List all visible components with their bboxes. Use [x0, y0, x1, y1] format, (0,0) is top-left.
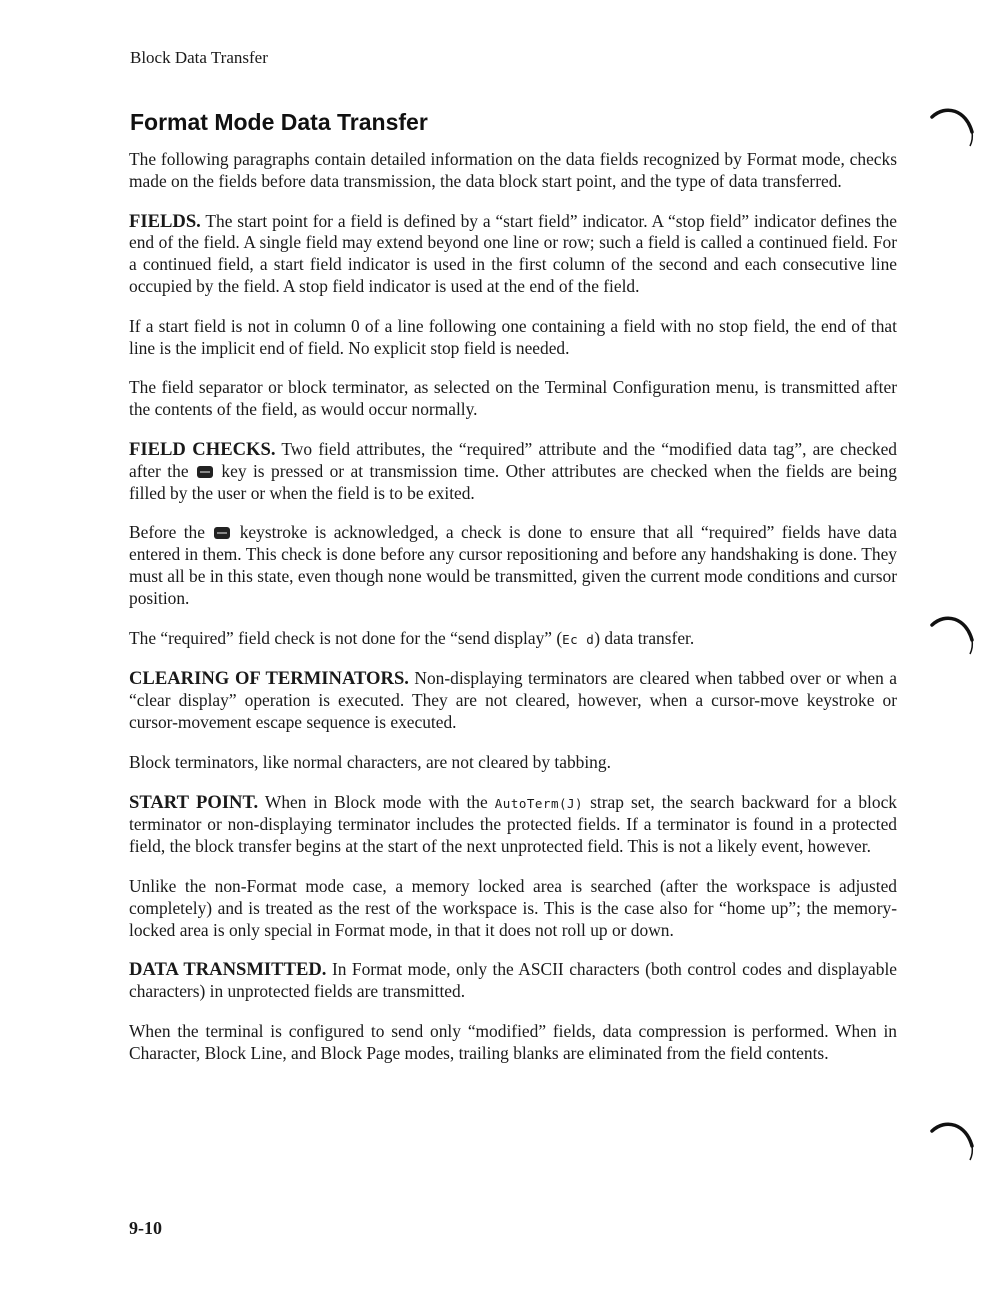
start-text-a: When in Block mode with the: [258, 791, 495, 812]
start-point-lead: START POINT.: [129, 791, 259, 813]
start-text-b: strap set, the search backward for a block terminator or non-displaying terminator includes the protected fields. If a terminator is found in a protected field, the block transfer begins at the start of the next unprotected field. This is not a likely event, however.: [129, 791, 898, 857]
start-point-paragraph: [129, 792, 897, 858]
field-separator-paragraph: The field separator or block terminator, as selected on the Terminal Configuration menu, is transmitted after the contents of the field, as would occur normally.: [129, 377, 897, 420]
binder-ring-mark-icon: [928, 1114, 978, 1164]
required-check-paragraph: [129, 628, 897, 651]
keystroke-check-paragraph: [129, 522, 897, 609]
binder-ring-mark-icon: [928, 608, 978, 658]
clearing-text: Non-displaying terminators are cleared when tabbed over or when a “clear display” operation is executed. They are not cleared, however, when a cursor-move keystroke or cursor-movement escape sequence is executed.: [129, 668, 897, 732]
fields-text: The start point for a field is defined by a “start field” indicator. A “stop field” indicator defines the end of the field. A single field may extend beyond one line or row; such a field is called a continued field. For a continued field, a start field indicator is used in the first column of the second and each consecutive line occupied by the field. A stop field indicator is used at the end of the field.: [129, 210, 897, 296]
intro-paragraph: The following paragraphs contain detailed information on the data fields recognized by Format mode, checks made on the fields before data transmission, the data block start point, and the type of data transferred.: [129, 149, 897, 191]
enter-key-icon: [197, 466, 213, 478]
data-transmitted-text: In Format mode, only the ASCII characters (both control codes and displayable characters) in unprotected fields are transmitted.: [129, 959, 897, 1002]
send-display-escape: Ec d: [562, 631, 595, 647]
block-terminators-paragraph: Block terminators, like normal characters, are not cleared by tabbing.: [129, 751, 611, 772]
data-transmitted-lead: DATA TRANSMITTED.: [129, 959, 327, 981]
binder-ring-mark-icon: [928, 100, 978, 150]
field-checks-lead: FIELD CHECKS.: [129, 438, 276, 460]
keystroke-check-text-a: Before the: [129, 522, 213, 543]
data-transmitted-paragraph: [129, 959, 897, 1003]
clearing-lead: CLEARING OF TERMINATORS.: [129, 668, 409, 690]
clearing-paragraph: [129, 668, 897, 733]
body-text: [129, 149, 897, 1083]
field-checks-text-a: Two field attributes, the “required” attribute and the “modified data tag”, are checked after the: [129, 438, 897, 481]
memory-locked-paragraph: Unlike the non-Format mode case, a memory locked area is searched (after the workspace is adjusted completely) and is treated as the rest of the workspace is. This is the case also for “home up”; the memory-locked area is only special in Format mode, in that it does not roll up or down.: [129, 875, 897, 940]
field-checks-text-b: key is pressed or at transmission time. Other attributes are checked when the fields are being filled by the user or when the field is to be exited.: [129, 460, 897, 503]
page-number: 9-10: [129, 1218, 162, 1238]
section-title: Format Mode Data Transfer: [130, 109, 428, 135]
enter-key-icon: [214, 527, 230, 539]
autoterm-strap: AutoTerm(J): [494, 795, 584, 811]
required-text-a: The “required” field check is not done for the “send display” (: [129, 627, 563, 648]
fields-paragraph: [129, 211, 897, 298]
fields-lead: FIELDS.: [129, 210, 201, 232]
required-text-b: ) data transfer.: [594, 627, 695, 648]
running-head: Block Data Transfer: [130, 48, 268, 67]
modified-fields-paragraph: When the terminal is configured to send only “modified” fields, data compression is performed. When in Character, Block Line, and Block Page modes, trailing blanks are eliminated from the field contents.: [129, 1020, 897, 1063]
implicit-end-paragraph: If a start field is not in column 0 of a line following one containing a field with no stop field, the end of that line is the implicit end of field. No explicit stop field is needed.: [129, 315, 897, 358]
field-checks-paragraph: [129, 439, 897, 504]
keystroke-check-text-b: keystroke is acknowledged, a check is done to ensure that all “required” fields have data entered in them. This check is done before any cursor repositioning and before any handshaking is done. They must all be in this state, even though none would be transmitted, given the current mode conditions and cursor position.: [129, 522, 897, 608]
